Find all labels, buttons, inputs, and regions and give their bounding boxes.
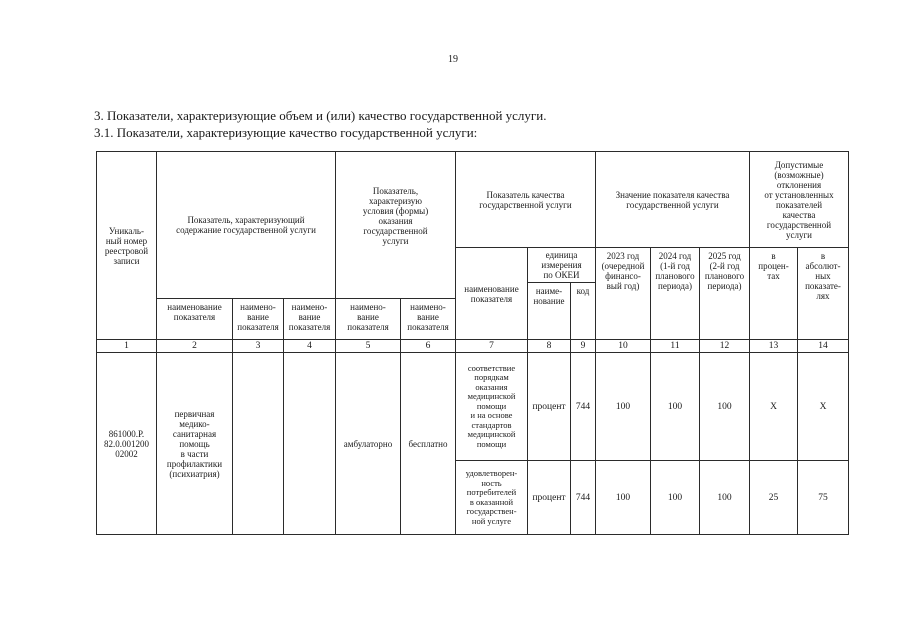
header-year-2024: 2024 год (1-й год планового периода) (655, 251, 695, 291)
section-heading: 3. Показатели, характеризующие объем и (или) качество государственной услуги. (94, 108, 547, 123)
column-number: 6 (425, 341, 431, 351)
column-number: 4 (307, 341, 312, 351)
column-number: 7 (489, 341, 494, 351)
table-border (848, 151, 849, 534)
header-subname-5: наимено- вание показателя (407, 302, 449, 332)
header-year-2025: 2025 год (2-й год планового периода) (704, 251, 745, 291)
empty-cell (233, 353, 283, 534)
page-number: 19 (448, 54, 458, 65)
indicator-name-cell: соответствие порядкам оказания медицинской помощи и на основе стандартов медицинской помощи (467, 362, 516, 449)
condition-form-cell: амбулаторно (343, 438, 393, 449)
header-unit-code: код (576, 286, 590, 296)
value-2024-cell: 100 (667, 401, 683, 412)
header-unit-name: наиме- нование (533, 286, 565, 306)
header-conditions-indicator: Показатель, характеризую условия (формы) оказания государственной услуги (362, 186, 429, 246)
indicator-name-cell: удовлетворен- ность потребителей в оказанной государствен- ной услуге (465, 468, 518, 526)
header-indicator-name: наименование показателя (464, 283, 519, 304)
header-subname-3: наимено- вание показателя (288, 302, 331, 332)
unit-name-cell: процент (532, 401, 566, 412)
condition-payment-cell: бесплатно (408, 438, 448, 449)
header-subname-1: наименование показателя (167, 302, 222, 322)
column-number: 3 (255, 341, 261, 351)
column-number: 1 (124, 341, 129, 351)
column-number: 14 (818, 341, 828, 351)
header-subname-4: наимено- вание показателя (347, 302, 389, 332)
column-number: 2 (192, 341, 197, 351)
header-content-indicator: Показатель, характеризующий содержание государственной услуги (176, 215, 316, 235)
deviation-absolute-cell: Х (819, 401, 827, 412)
table-border (96, 534, 849, 535)
header-registry-number: Уникаль- ный номер реестровой записи (104, 225, 149, 266)
service-content-cell: первичная медико- санитарная помощь в части профилактики (психиатрия) (166, 408, 223, 479)
column-number: 12 (719, 341, 730, 351)
column-number: 8 (546, 341, 552, 351)
header-unit-okei: единица измерения по ОКЕИ (541, 250, 582, 280)
deviation-percent-cell: Х (770, 401, 777, 412)
value-2024-cell: 100 (667, 492, 683, 503)
value-2023-cell: 100 (615, 401, 631, 412)
column-number: 13 (768, 341, 779, 351)
header-year-2023: 2023 год (очередной финансо- вый год) (601, 251, 645, 291)
value-2025-cell: 100 (717, 492, 732, 503)
header-quality-value: Значение показателя качества государственной услуги (615, 189, 730, 210)
subsection-heading: 3.1. Показатели, характеризующие качество государственной услуги: (94, 125, 478, 140)
registry-number-cell: 861000.Р. 82.0.001200 02002 (104, 428, 149, 459)
unit-name-cell: процент (532, 492, 566, 503)
deviation-absolute-cell: 75 (818, 492, 828, 503)
header-quality-indicator: Показатель качества государственной услуги (479, 189, 572, 210)
empty-cell (284, 353, 335, 534)
unit-code-cell: 744 (575, 492, 591, 503)
unit-code-cell: 744 (575, 401, 591, 412)
header-deviations: Допустимые (возможные) отклонения от установленных показателей качества государственной услуги (764, 159, 834, 240)
column-number: 5 (365, 341, 371, 351)
value-2023-cell: 100 (615, 492, 631, 503)
column-number: 10 (618, 341, 628, 351)
header-deviation-absolute: в абсолют- ных показате- лях (805, 251, 841, 301)
header-deviation-percent: в процен- тах (758, 251, 789, 281)
column-number: 9 (580, 341, 586, 351)
column-number: 11 (670, 341, 680, 351)
header-subname-2: наимено- вание показателя (237, 302, 279, 332)
deviation-percent-cell: 25 (768, 492, 779, 503)
value-2025-cell: 100 (717, 401, 732, 412)
